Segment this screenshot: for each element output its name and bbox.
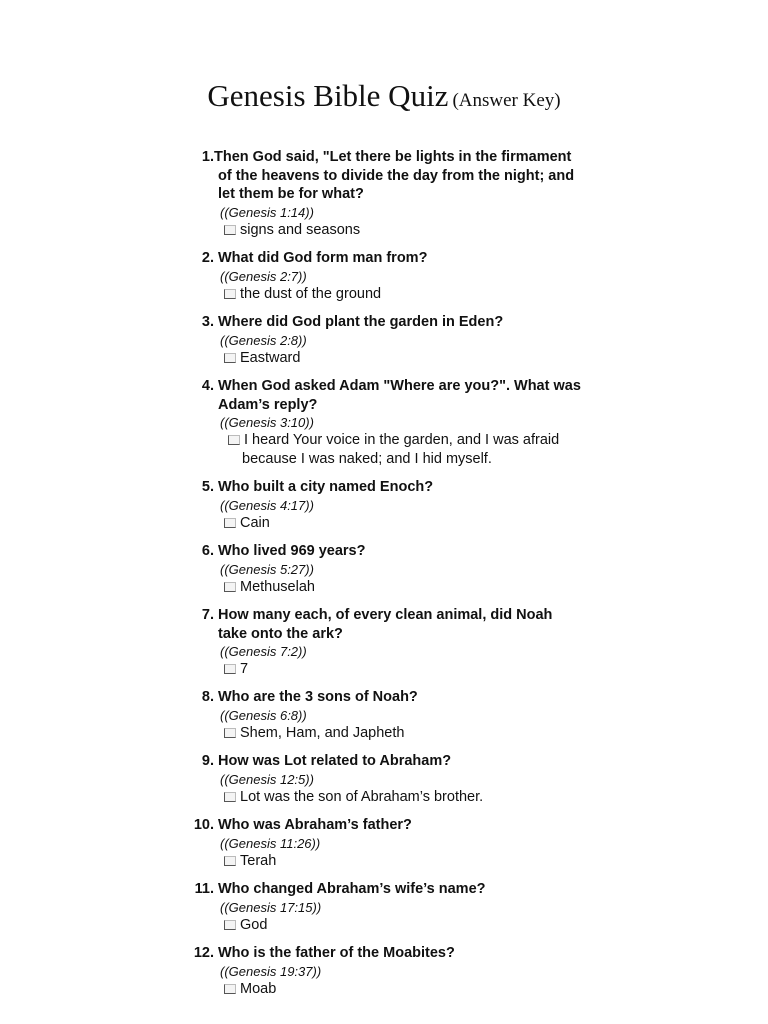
question-item — [182, 816, 582, 871]
book-icon — [224, 664, 236, 674]
question-number: 9. — [201, 753, 214, 769]
question-text: Who changed Abraham’s wife’s name? — [218, 881, 486, 897]
question-item — [182, 249, 582, 304]
question-text: Who lived 969 years? — [218, 543, 366, 559]
question-item — [182, 752, 582, 807]
question-text: What did God form man from? — [218, 250, 428, 266]
scripture-reference: ((Genesis 12:5)) — [220, 771, 314, 787]
book-icon — [224, 225, 236, 235]
scripture-reference: ((Genesis 3:10)) — [220, 415, 314, 430]
book-icon — [224, 518, 236, 528]
answer-text: Shem, Ham, and Japheth — [240, 724, 405, 741]
question-item — [182, 542, 582, 597]
book-icon — [224, 920, 236, 930]
question-number: 6. — [201, 543, 214, 559]
answer — [224, 916, 582, 935]
answer-text: God — [240, 916, 268, 933]
question-item — [182, 377, 582, 469]
question-text: Who are the 3 sons of Noah? — [218, 689, 418, 705]
answer — [224, 980, 582, 999]
question-text: When God asked Adam "Where are you?". What was Adam’s reply? — [218, 378, 581, 413]
answer-text: Terah — [240, 852, 277, 869]
answer-text: Eastward — [240, 349, 301, 366]
question-text: Who was Abraham’s father? — [218, 817, 412, 833]
question-text: Where did God plant the garden in Eden? — [218, 314, 504, 330]
answer — [224, 349, 582, 368]
answer-text: the dust of the ground — [240, 285, 382, 302]
question-number: 3. — [201, 314, 214, 330]
question-number: 2. — [201, 250, 214, 266]
answer-text: signs and seasons — [240, 221, 361, 238]
answer — [228, 431, 582, 469]
question-number: 4. — [201, 378, 214, 394]
answer-text: Cain — [240, 514, 270, 531]
question-item — [182, 478, 582, 533]
scripture-reference: ((Genesis 19:37)) — [220, 963, 322, 979]
answer — [224, 724, 582, 743]
answer — [224, 852, 582, 871]
scripture-reference: ((Genesis 5:27)) — [220, 561, 314, 577]
page-title — [0, 78, 768, 114]
question-item — [182, 880, 582, 935]
question-number: 11. — [194, 881, 214, 897]
answer — [224, 660, 582, 679]
title-subtitle: (Answer Key) — [452, 90, 561, 111]
answer — [224, 514, 582, 533]
title-main: Genesis Bible Quiz — [207, 78, 449, 113]
answer-text: Lot was the son of Abraham’s brother. — [240, 788, 484, 805]
question-text: How was Lot related to Abraham? — [218, 753, 452, 769]
scripture-reference: ((Genesis 4:17)) — [220, 497, 314, 513]
question-item — [182, 688, 582, 743]
book-icon — [224, 728, 236, 738]
question-number: 5. — [201, 479, 214, 495]
answer-text: Methuselah — [240, 578, 315, 595]
answer-text: 7 — [240, 661, 249, 677]
book-icon — [224, 289, 236, 299]
answer-text: Moab — [240, 980, 277, 997]
answer — [224, 788, 582, 807]
question-number: 1. — [201, 149, 214, 165]
scripture-reference: ((Genesis 6:8)) — [220, 707, 307, 723]
book-icon — [224, 856, 236, 866]
book-icon — [224, 984, 236, 994]
question-text: Who built a city named Enoch? — [218, 479, 434, 495]
question-text: Then God said, "Let there be lights in the firmament of the heavens to divide the day from the night; and let them be for what? — [214, 149, 575, 202]
question-text: How many each, of every clean animal, did Noah take onto the ark? — [218, 607, 553, 642]
question-item — [182, 606, 582, 679]
scripture-reference: ((Genesis 7:2)) — [220, 644, 307, 659]
question-number: 8. — [201, 689, 214, 705]
answer — [224, 578, 582, 597]
scripture-reference: ((Genesis 11:26)) — [220, 835, 321, 851]
book-icon — [224, 582, 236, 592]
book-icon — [228, 435, 240, 445]
question-number: 12. — [193, 945, 214, 961]
book-icon — [224, 353, 236, 363]
question-item — [182, 148, 582, 240]
answer-text: I heard Your voice in the garden, and I was afraid because I was naked; and I hid myself. — [242, 432, 560, 467]
scripture-reference: ((Genesis 2:7)) — [220, 268, 307, 284]
question-number: 7. — [201, 607, 214, 623]
scripture-reference: ((Genesis 1:14)) — [220, 204, 314, 220]
scripture-reference: ((Genesis 17:15)) — [220, 899, 322, 915]
question-item — [182, 944, 582, 999]
question-number: 10. — [193, 817, 214, 833]
answer — [224, 221, 582, 240]
question-text: Who is the father of the Moabites? — [218, 945, 455, 961]
book-icon — [224, 792, 236, 802]
question-item — [182, 313, 582, 368]
answer — [224, 285, 582, 304]
scripture-reference: ((Genesis 2:8)) — [220, 332, 307, 348]
